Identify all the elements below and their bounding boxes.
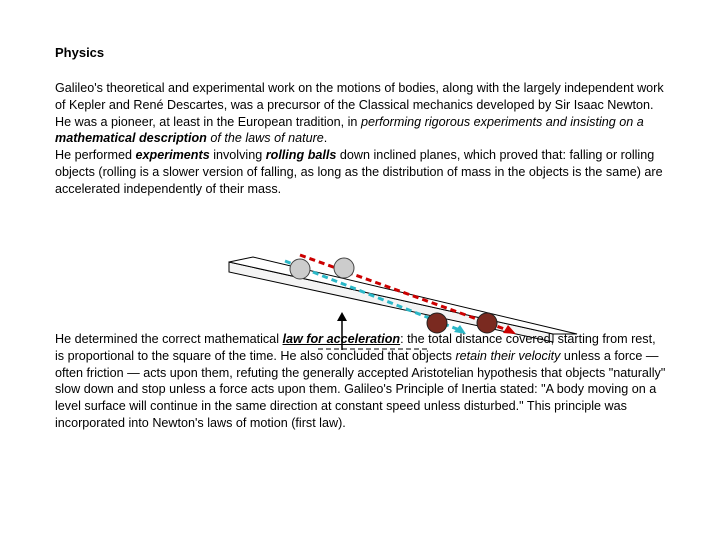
incline-plane-top <box>229 257 577 334</box>
p1-text-1: Galileo's theoretical and experimental work on the motions of bodies, along with the largely independent work of Kepler and René Descartes, was a precursor of the Classical mechanics developed by Sir Isaac Newton. He was a pioneer, at least in the European tradition, in <box>55 81 664 129</box>
p1-text-10: down inclined planes, which proved that: falling or rolling objects (rolling is a slower version of falling, as long as the distribution of mass in the objects is the same) are accelerated independently of their mass. <box>55 148 663 196</box>
p1-text-9: rolling balls <box>265 148 337 163</box>
upward-arrow-head <box>337 312 347 321</box>
p1-text-5: . <box>323 131 328 146</box>
ball-dark-end-2 <box>477 313 497 333</box>
p2-text-1: He determined the correct mathematical <box>55 332 283 346</box>
p2-text-5: unless a force — often friction — acts upon them, refuting the generally accepted Aristotelian hypothesis that objects "naturally" slow down and stop unless a force acts upon them. Galileo's Principle of Inertia stated: "A body moving on a level surface will continue in the same direction at constant speed unless disturbed." This principle was incorporated into Newton's laws of motion (first law). <box>55 348 666 430</box>
p2-text-3: : the total distance covered, starting from rest, is proportional to the square of the time. He also concluded that objects <box>55 332 656 363</box>
p2-text-4: retain their velocity <box>455 348 561 363</box>
ball-dark-end-1 <box>427 313 447 333</box>
p1-text-6: He performed <box>55 148 136 163</box>
ball-light-start-2 <box>334 258 354 278</box>
p1-text-8: involving <box>209 148 266 163</box>
p1-text-4: of the laws of nature <box>206 131 324 146</box>
p1-text-7: experiments <box>135 148 210 163</box>
ball-light-start-1 <box>290 259 310 279</box>
p2-text-2: law for acceleration <box>282 332 401 346</box>
p1-text-2: performing rigorous experiments and insisting on a <box>360 114 644 129</box>
paragraph-acceleration-law <box>55 331 667 432</box>
p1-text-3: mathematical description <box>55 131 207 146</box>
page-title: Physics <box>55 45 105 60</box>
